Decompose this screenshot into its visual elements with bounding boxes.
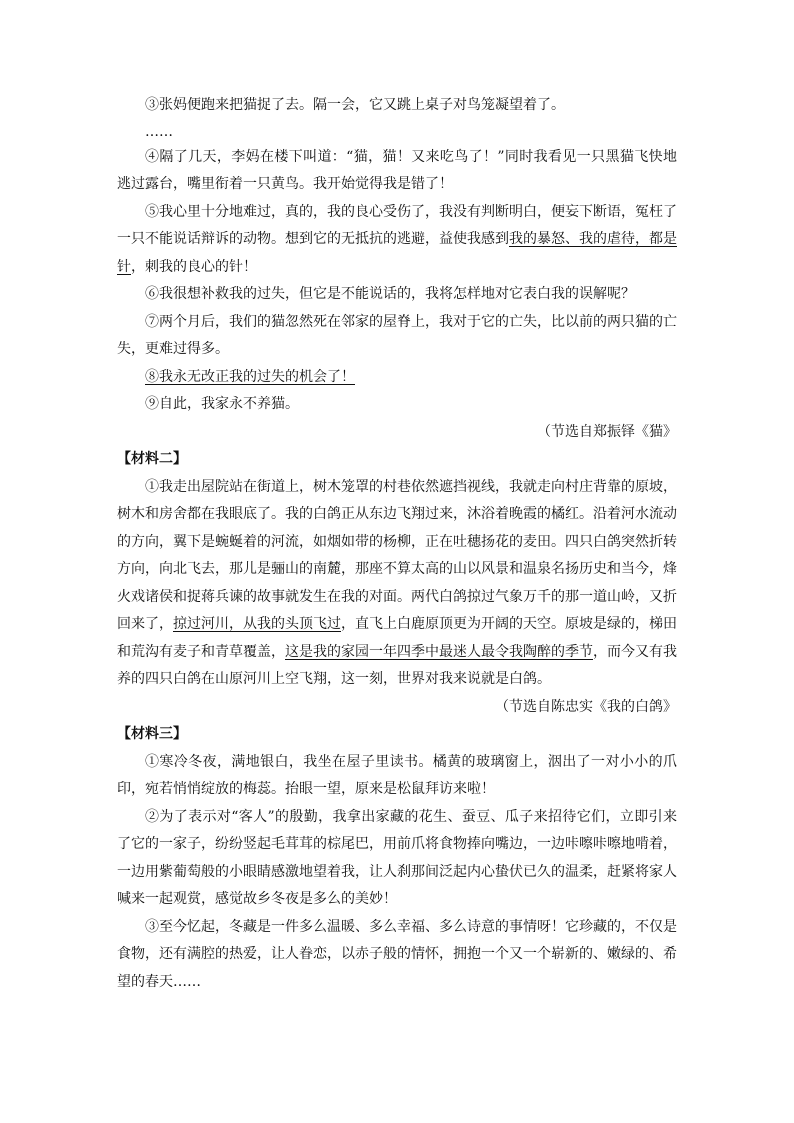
material3-heading: 【材料三】 xyxy=(117,726,187,742)
underlined-sentence: 这是我的家园一年四季中最迷人最令我陶醉的季节 xyxy=(285,643,593,660)
underlined-sentence: 我的暴怒、我的虐待，都是针 xyxy=(117,231,677,275)
material3-paragraph-3: ③至今忆起，冬藏是一件多么温暖、多么幸福、多么诗意的事情呀！它珍藏的，不仅是食物，还有满腔的热爱，让人眷恋，以赤子般的情怀，拥抱一个又一个崭新的、嫩绿的、希望的春天…… xyxy=(117,918,677,990)
ellipsis: …… xyxy=(145,123,173,140)
paragraph-text: ⑤我心里十分地难过，真的，我的良心受伤了，我没有判断明白，便妄下断语，冤枉了一只不能说话辩诉的动物。想到它的无抵抗的逃避，益使我感到 xyxy=(117,203,677,247)
material1-paragraph-5 xyxy=(117,199,677,282)
underlined-sentence: 掠过河川，从我的头顶飞过 xyxy=(173,616,341,632)
material2-paragraph-1 xyxy=(117,474,677,694)
material1-paragraph-9: ⑨自此，我家永不养猫。 xyxy=(145,396,299,412)
document-page xyxy=(117,92,677,996)
material3-paragraph-2: ②为了表示对“客人”的殷勤，我拿出家藏的花生、蚕豆、瓜子来招待它们，立即引来了它的一家子，纷纷竖起毛茸茸的棕尾巴，用前爪将食物捧向嘴边，一边咔嚓咔嚓地啃着，一边用紫葡萄般的小眼睛感激地望着我，让人刹那间泛起内心蛰伏已久的温柔，赶紧将家人喊来一起观赏，感觉故乡冬夜是多么的美妙！ xyxy=(117,808,677,907)
paragraph-text: ，而今又有我养的四只白鸽在山原河川上空飞翔，这一刻，世界对我来说就是白鸽。 xyxy=(117,643,677,687)
material1-source: （节选自郑振铎《猫》 xyxy=(537,423,677,440)
paragraph-text: ，刺我的良心的针！ xyxy=(131,258,257,275)
material2-heading: 【材料二】 xyxy=(117,451,187,467)
paragraph-text: ，直飞上白鹿原顶更为开阔的天空。原坡是绿的，梯田和荒沟有麦子和青草覆盖， xyxy=(117,616,677,660)
material3-paragraph-1: ①寒冷冬夜，满地银白，我坐在屋子里读书。橘黄的玻璃窗上，洇出了一对小小的爪印，宛若悄悄绽放的梅蕊。抬眼一望，原来是松鼠拜访来啦！ xyxy=(117,753,677,797)
material1-paragraph-3: ③张妈便跑来把猫捉了去。隔一会，它又跳上桌子对鸟笼凝望着了。 xyxy=(145,97,565,113)
material1-paragraph-4: ④隔了几天，李妈在楼下叫道：“猫，猫！又来吃鸟了！”同时我看见一只黑猫飞快地逃过露台，嘴里衔着一只黄鸟。我开始觉得我是错了！ xyxy=(117,148,677,192)
paragraph-text: ①我走出屋院站在街道上，树木笼罩的村巷依然遮挡视线，我就走向村庄背靠的原坡，树木和房舍都在我眼底了。我的白鸽正从东边飞翔过来，沐浴着晚霞的橘红。沿着河水流动的方向，翼下是蜿蜒着的河流，如烟如带的杨柳，正在吐穗扬花的麦田。四只白鸽突然折转方向，向北飞去，那儿是骊山的南麓，那座不算太高的山以风景和温泉名扬历史和当今，烽火戏诸侯和捉蒋兵谏的故事就发生在我的对面。两代白鸽掠过气象万千的那一道山岭，又折回来了， xyxy=(117,478,677,632)
underlined-sentence: 我永无改正我的过失的机会了！ xyxy=(159,368,355,385)
material2-source: （节选自陈忠实《我的白鸽》 xyxy=(495,698,677,715)
paragraph-number: ⑧ xyxy=(145,368,159,385)
material1-paragraph-6: ⑥我很想补救我的过失，但它是不能说话的，我将怎样地对它表白我的误解呢？ xyxy=(145,286,635,302)
material1-paragraph-7: ⑦两个月后，我们的猫忽然死在邻家的屋脊上，我对于它的亡失，比以前的两只猫的亡失，更难过得多。 xyxy=(117,313,677,357)
material1-paragraph-8 xyxy=(117,364,677,392)
